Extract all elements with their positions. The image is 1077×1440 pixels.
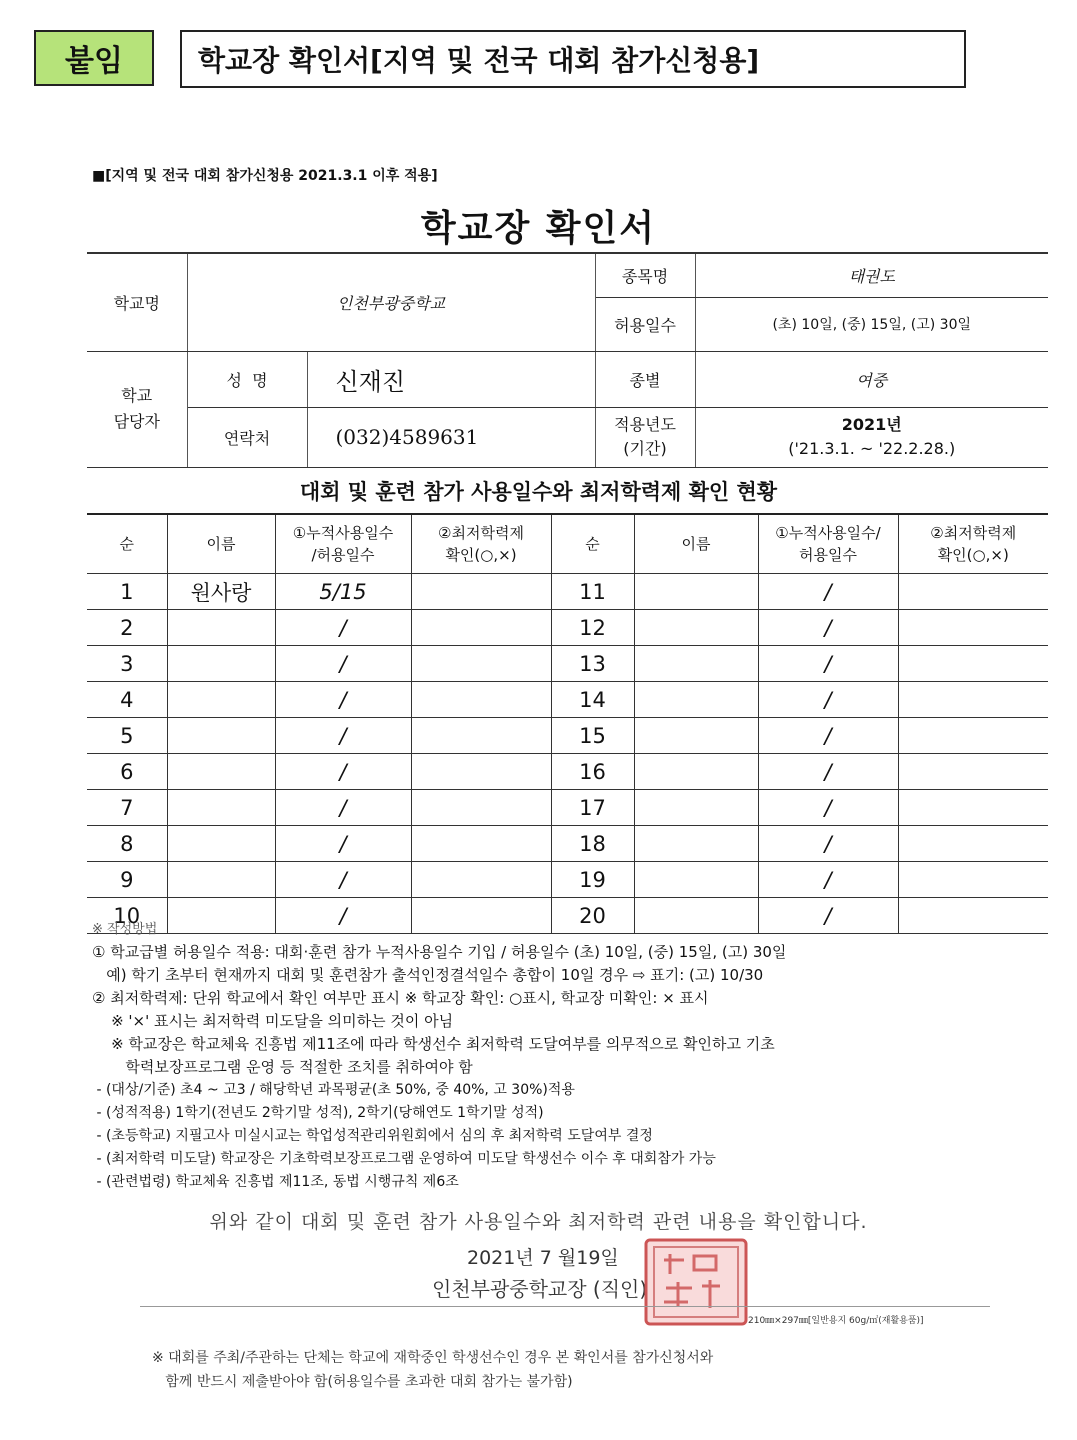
row-number: 2 xyxy=(87,610,167,646)
participant-name xyxy=(167,682,275,718)
participant-name xyxy=(634,610,758,646)
row-number: 7 xyxy=(87,790,167,826)
min-grade-check xyxy=(898,646,1048,682)
days-used: / xyxy=(275,646,411,682)
header-name-right: 이름 xyxy=(634,514,758,574)
row-number: 15 xyxy=(551,718,634,754)
min-grade-check xyxy=(898,718,1048,754)
row-number: 12 xyxy=(551,610,634,646)
min-grade-check xyxy=(411,682,551,718)
instruction-line: 학력보장프로그램 운영 등 적절한 조치를 취하여야 함 xyxy=(92,1058,473,1076)
min-grade-check xyxy=(898,610,1048,646)
footer-line: ※ 대회를 주최/주관하는 단체는 학교에 재학중인 학생선수인 경우 본 확인서를 참가신청서와 xyxy=(152,1350,714,1366)
participant-name xyxy=(634,646,758,682)
official-seal-stamp xyxy=(640,1236,752,1328)
header-name-left: 이름 xyxy=(167,514,275,574)
divider xyxy=(140,1306,990,1307)
instructions xyxy=(92,918,1052,1194)
days-used: / xyxy=(275,610,411,646)
row-number: 11 xyxy=(551,574,634,610)
allowed-days-value: (초) 10일, (중) 15일, (고) 30일 xyxy=(695,297,1048,351)
table-row xyxy=(87,718,1048,754)
days-used: / xyxy=(275,718,411,754)
days-used: / xyxy=(275,898,411,934)
footer-line: 함께 반드시 제출받아야 함(허용일수를 초과한 대회 참가는 불가함) xyxy=(152,1374,573,1390)
participant-name xyxy=(634,790,758,826)
header-title: 학교장 확인서[지역 및 전국 대회 참가신청용] xyxy=(180,30,966,88)
table-row xyxy=(87,862,1048,898)
name-value: 신재진 xyxy=(307,351,595,407)
min-grade-check xyxy=(411,574,551,610)
min-grade-check xyxy=(411,862,551,898)
school-value: 인천부광중학교 xyxy=(187,253,595,351)
confirmation-statement: 위와 같이 대회 및 훈련 참가 사용일수와 최저학력 관련 내용을 확인합니다. xyxy=(209,1211,868,1233)
min-grade-check xyxy=(898,754,1048,790)
participant-name xyxy=(634,826,758,862)
instruction-line: - (관련법령) 학교체육 진흥법 제11조, 동법 시행규칙 제6조 xyxy=(92,1174,459,1190)
participant-name: 원사랑 xyxy=(167,574,275,610)
participant-name xyxy=(167,790,275,826)
days-used: / xyxy=(758,898,898,934)
row-number: 4 xyxy=(87,682,167,718)
row-number: 10 xyxy=(87,898,167,934)
row-number: 5 xyxy=(87,718,167,754)
instruction-line: ① 학교급별 허용일수 적용: 대회·훈련 참가 누적사용일수 기입 / 허용일수 (초) 10일, (중) 15일, (고) 30일 xyxy=(92,943,787,961)
days-used: / xyxy=(275,826,411,862)
instruction-line: - (성적적용) 1학기(전년도 2학기말 성적), 2학기(당해연도 1학기말 성적) xyxy=(92,1105,544,1121)
participant-name xyxy=(634,862,758,898)
row-number: 14 xyxy=(551,682,634,718)
instruction-line: ※ 학교장은 학교체육 진흥법 제11조에 따라 학생선수 최저학력 도달여부를 의무적으로 확인하고 기초 xyxy=(92,1035,775,1053)
attachment-tag: 붙임 xyxy=(34,30,154,86)
table-row xyxy=(87,574,1048,610)
participant-name xyxy=(167,826,275,862)
days-used: / xyxy=(275,862,411,898)
row-number: 13 xyxy=(551,646,634,682)
header-check-left: ②최저학력제 확인(○,×) xyxy=(411,514,551,574)
header-no-right: 순 xyxy=(551,514,634,574)
allowed-days-label: 허용일수 xyxy=(595,297,695,351)
sport-label: 종목명 xyxy=(595,253,695,297)
days-used: / xyxy=(758,826,898,862)
min-grade-check xyxy=(898,574,1048,610)
min-grade-check xyxy=(411,646,551,682)
min-grade-check xyxy=(411,610,551,646)
participation-table xyxy=(87,513,1048,934)
table-row xyxy=(87,826,1048,862)
min-grade-check xyxy=(411,754,551,790)
header-days-right: ①누적사용일수/ 허용일수 xyxy=(758,514,898,574)
participant-name xyxy=(634,718,758,754)
contact-value: (032)4589631 xyxy=(307,407,595,467)
year-value: 2021년 xyxy=(841,415,902,434)
footer-note xyxy=(152,1346,713,1394)
year-label: 적용년도 (기간) xyxy=(595,407,695,467)
row-number: 16 xyxy=(551,754,634,790)
row-number: 9 xyxy=(87,862,167,898)
row-number: 6 xyxy=(87,754,167,790)
participant-name xyxy=(634,682,758,718)
participant-name xyxy=(634,574,758,610)
sport-value: 태권도 xyxy=(695,253,1048,297)
participant-name xyxy=(167,610,275,646)
gender-value: 여중 xyxy=(695,351,1048,407)
min-grade-check xyxy=(411,718,551,754)
info-table xyxy=(87,252,1048,468)
min-grade-check xyxy=(898,862,1048,898)
days-used: / xyxy=(758,610,898,646)
school-label: 학교명 xyxy=(87,253,187,351)
row-number: 8 xyxy=(87,826,167,862)
participant-name xyxy=(167,718,275,754)
instruction-line: ② 최저학력제: 단위 학교에서 확인 여부만 표시 ※ 학교장 확인: ○표시, 학교장 미확인: × 표시 xyxy=(92,989,709,1007)
instruction-line: ※ 작성방법 xyxy=(92,922,158,937)
days-used: / xyxy=(758,754,898,790)
participant-name xyxy=(167,862,275,898)
row-number: 3 xyxy=(87,646,167,682)
document-title: 학교장 확인서 xyxy=(420,208,657,249)
row-number: 17 xyxy=(551,790,634,826)
instruction-line: - (최저학력 미도달) 학교장은 기초학력보장프로그램 운영하여 미도달 학생선수 이수 후 대회참가 가능 xyxy=(92,1151,716,1167)
participant-name xyxy=(167,754,275,790)
days-used: / xyxy=(275,754,411,790)
min-grade-check xyxy=(898,790,1048,826)
period-value: ('21.3.1. ~ '22.2.28.) xyxy=(788,439,956,458)
row-number: 19 xyxy=(551,862,634,898)
applicability-note: ■[지역 및 전국 대회 참가신청용 2021.3.1 이후 적용] xyxy=(92,168,438,184)
days-used: / xyxy=(275,790,411,826)
gender-label: 종별 xyxy=(595,351,695,407)
name-label: 성 명 xyxy=(187,351,307,407)
header-days-left: ①누적사용일수 /허용일수 xyxy=(275,514,411,574)
paper-spec: 210㎜×297㎜[일반용지 60g/㎡(재활용품)] xyxy=(748,1316,924,1326)
days-used: / xyxy=(758,790,898,826)
table-row xyxy=(87,610,1048,646)
participant-name xyxy=(167,646,275,682)
manager-label: 학교 담당자 xyxy=(87,351,187,467)
days-used: 5/15 xyxy=(275,574,411,610)
row-number: 20 xyxy=(551,898,634,934)
instruction-line: 예) 학기 초부터 현재까지 대회 및 훈련참가 출석인정결석일수 총합이 10일 경우 ⇨ 표기: (고) 10/30 xyxy=(92,966,764,984)
row-number: 18 xyxy=(551,826,634,862)
min-grade-check xyxy=(411,826,551,862)
instruction-line: - (대상/기준) 초4 ~ 고3 / 해당학년 과목평균(초 50%, 중 40%, 고 30%)적용 xyxy=(92,1082,575,1098)
participant-name xyxy=(634,754,758,790)
table-row xyxy=(87,754,1048,790)
header-check-right: ②최저학력제 확인(○,×) xyxy=(898,514,1048,574)
table-row xyxy=(87,646,1048,682)
header-no-left: 순 xyxy=(87,514,167,574)
days-used: / xyxy=(758,718,898,754)
days-used: / xyxy=(275,682,411,718)
contact-label: 연락처 xyxy=(187,407,307,467)
days-used: / xyxy=(758,862,898,898)
principal-signature: 인천부광중학교장 (직인) xyxy=(432,1277,648,1301)
days-used: / xyxy=(758,646,898,682)
days-used: / xyxy=(758,574,898,610)
section-title: 대회 및 훈련 참가 사용일수와 최저학력제 확인 현황 xyxy=(299,480,778,504)
days-used: / xyxy=(758,682,898,718)
instruction-line: - (초등학교) 지필고사 미실시교는 학업성적관리위원회에서 심의 후 최저학력 도달여부 결정 xyxy=(92,1128,653,1144)
year-value-cell xyxy=(695,407,1048,467)
instruction-line: ※ '×' 표시는 최저학력 미도달을 의미하는 것이 아님 xyxy=(92,1012,454,1030)
min-grade-check xyxy=(411,790,551,826)
table-row xyxy=(87,682,1048,718)
table-row xyxy=(87,790,1048,826)
row-number: 1 xyxy=(87,574,167,610)
min-grade-check xyxy=(898,682,1048,718)
min-grade-check xyxy=(898,826,1048,862)
confirmation-date: 2021년 7 월19일 xyxy=(467,1247,619,1269)
